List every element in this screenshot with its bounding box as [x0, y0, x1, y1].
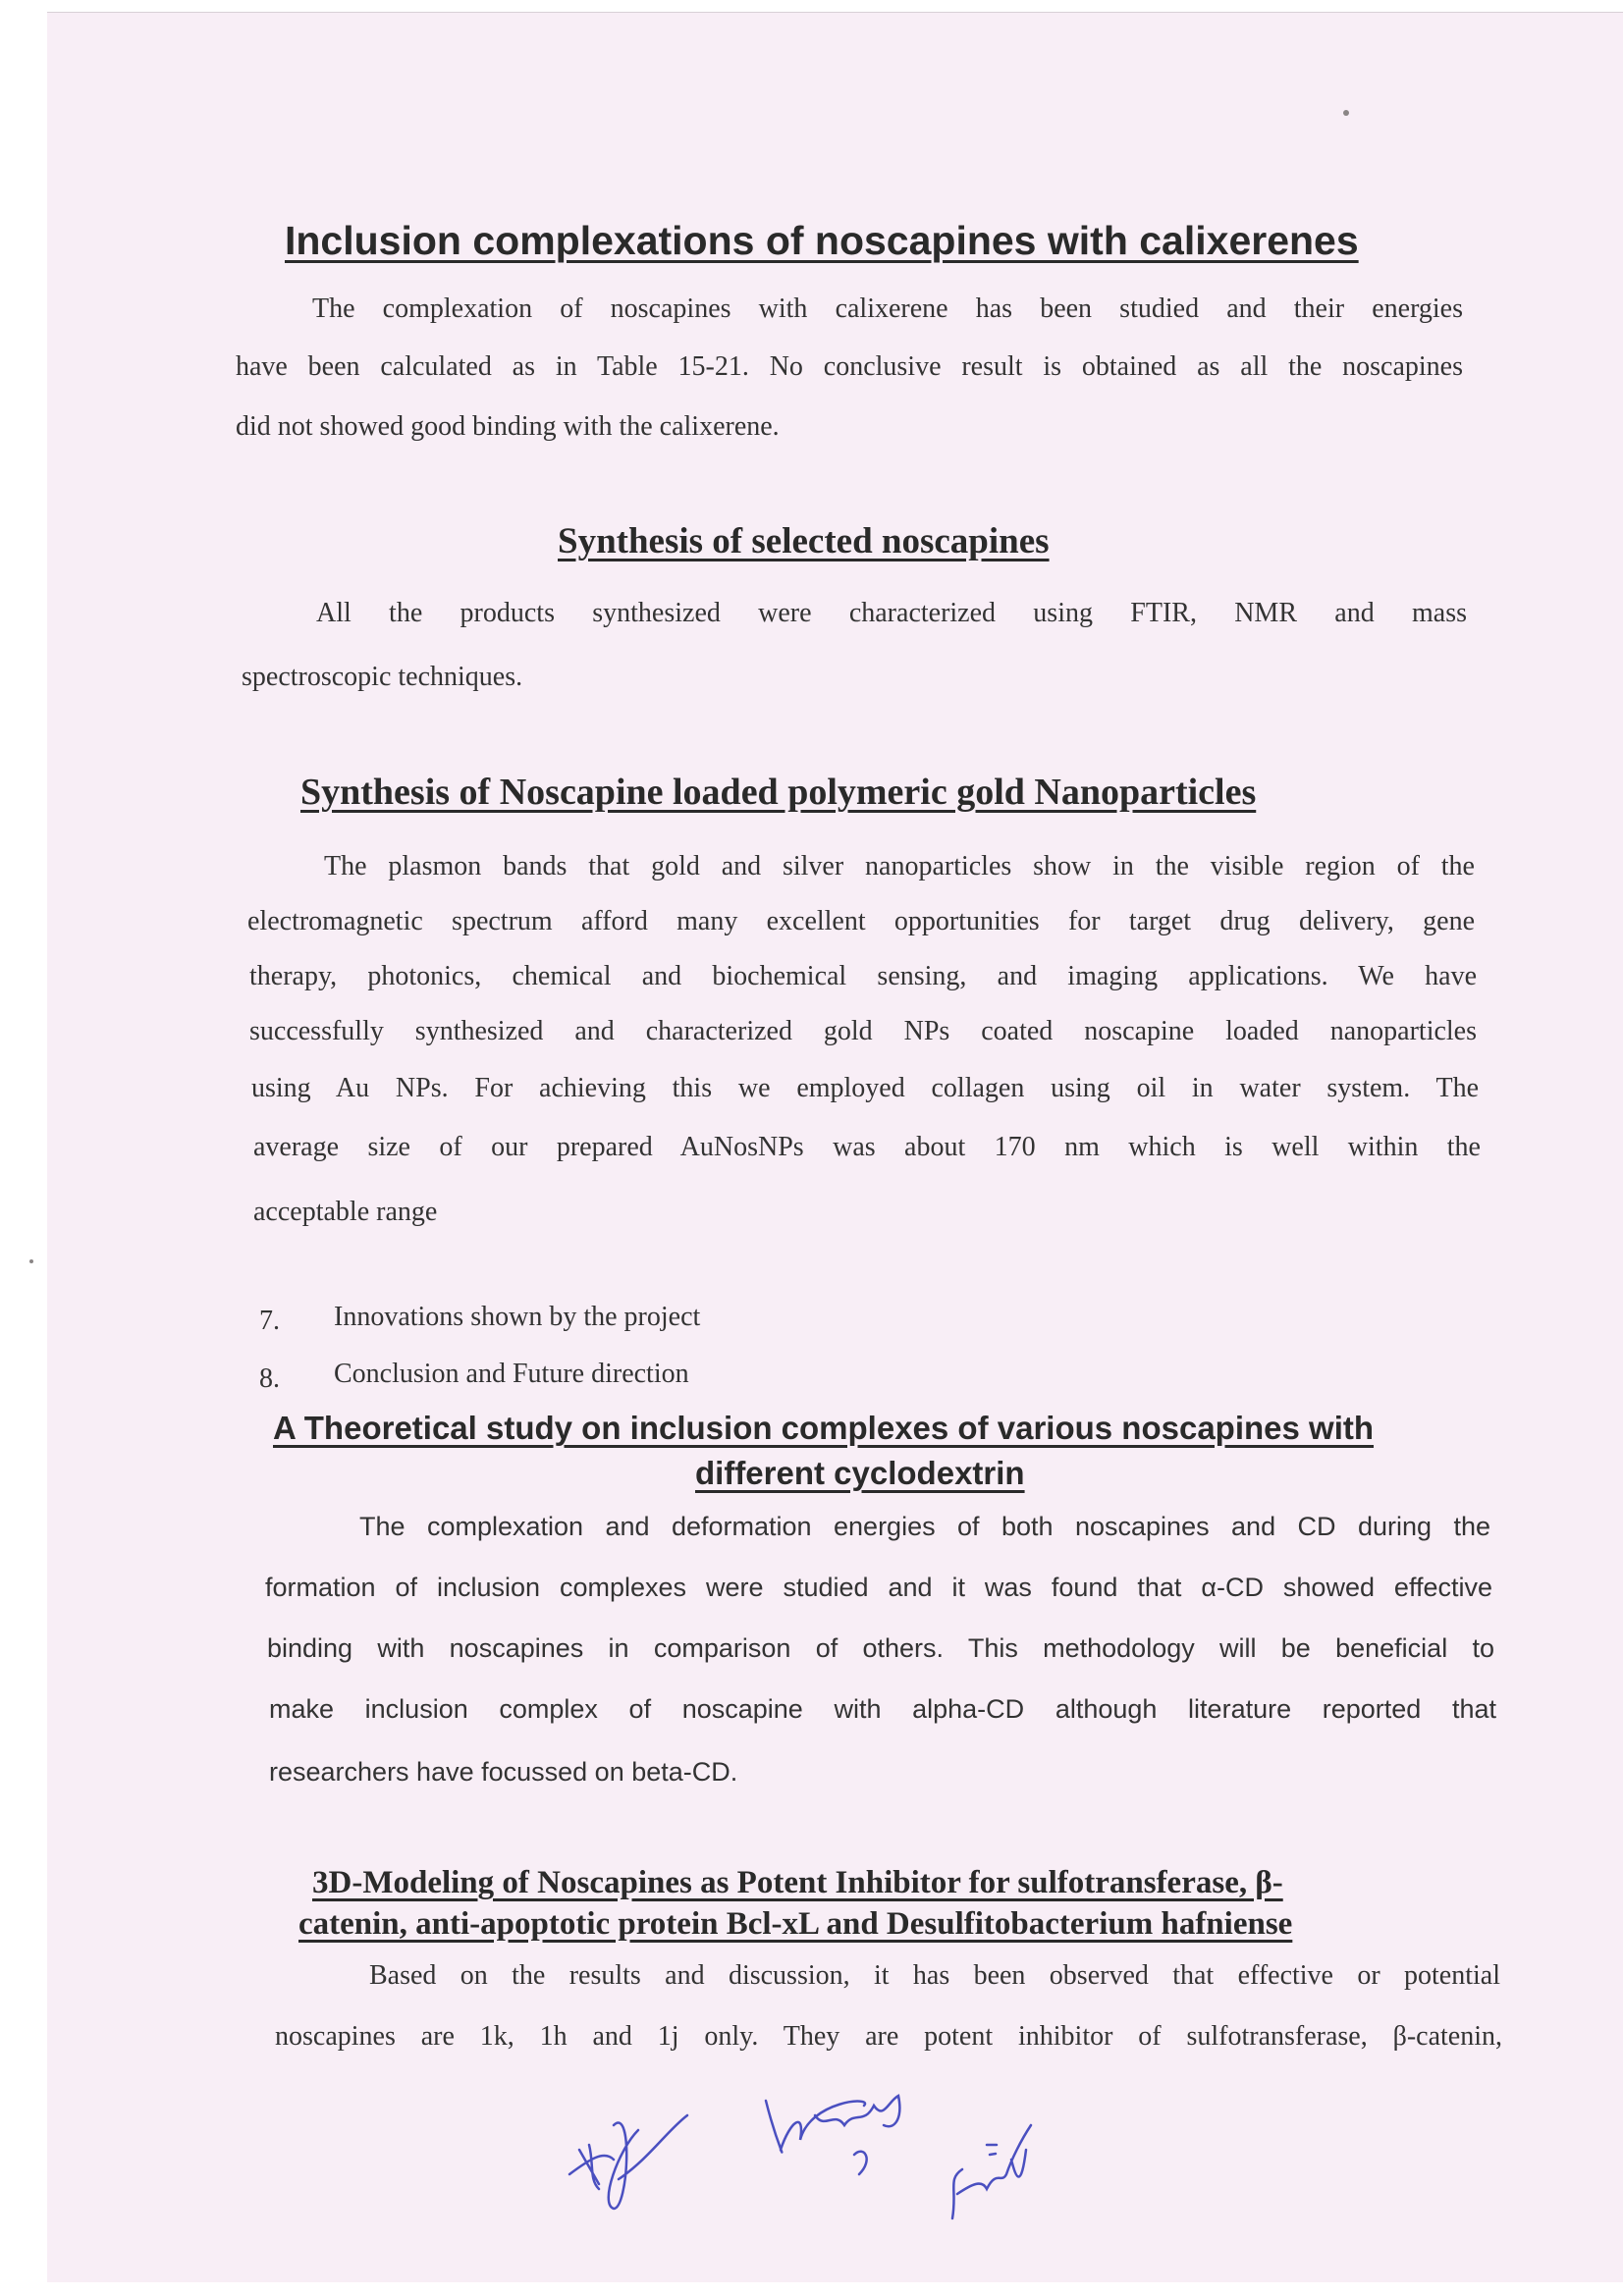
signature-1	[560, 2091, 697, 2228]
paragraph-line: noscapines are 1k, 1h and 1j only. They are potent inhibitor of sulfotransferase, β-catenin,	[275, 2021, 1502, 2052]
paragraph-line: formation of inclusion complexes were studied and it was found that α-CD showed effective	[265, 1573, 1492, 1602]
paragraph-line: therapy, photonics, chemical and biochemical sensing, and imaging applications. We have	[249, 961, 1477, 991]
paragraph-line: binding with noscapines in comparison of others. This methodology will be beneficial to	[267, 1633, 1494, 1663]
paragraph-line: electromagnetic spectrum afford many excellent opportunities for target drug delivery, gene	[247, 906, 1475, 936]
section-heading-3d-modeling-line2: catenin, anti-apoptotic protein Bcl-xL and Desulfitobacterium hafniense	[298, 1906, 1293, 1942]
list-item-conclusion: Conclusion and Future direction	[334, 1359, 689, 1389]
section-heading-synthesis-selected: Synthesis of selected noscapines	[558, 521, 1050, 561]
paragraph-line: Based on the results and discussion, it has been observed that effective or potential	[369, 1960, 1500, 1991]
section-heading-3d-modeling: 3D-Modeling of Noscapines as Potent Inhibitor for sulfotransferase, β-	[312, 1865, 1283, 1900]
list-item-number: 8.	[259, 1363, 280, 1394]
paragraph-line: The complexation of noscapines with calixerene has been studied and their energies	[312, 294, 1463, 324]
signature-2	[756, 2081, 933, 2189]
paragraph-line: average size of our prepared AuNosNPs was about 170 nm which is well within the	[253, 1132, 1481, 1162]
signature-3	[933, 2110, 1051, 2228]
paragraph-line: using Au NPs. For achieving this we employed collagen using oil in water system. The	[251, 1073, 1479, 1103]
scan-speck	[1343, 110, 1349, 116]
paragraph-line: successfully synthesized and characterized gold NPs coated noscapine loaded nanoparticles	[249, 1016, 1477, 1046]
section-heading-theoretical-study: A Theoretical study on inclusion complexes of various noscapines with	[273, 1410, 1375, 1446]
section-heading-theoretical-study-line2: different cyclodextrin	[695, 1455, 1025, 1491]
paragraph-line: have been calculated as in Table 15-21. No conclusive result is obtained as all the noscapines	[236, 351, 1463, 382]
paragraph-line: make inclusion complex of noscapine with alpha-CD although literature reported that	[269, 1694, 1496, 1724]
list-item-number: 7.	[259, 1306, 280, 1336]
paragraph-line: researchers have focussed on beta-CD.	[269, 1757, 738, 1787]
paragraph-line: did not showed good binding with the calixerene.	[236, 411, 780, 442]
scan-speck	[29, 1259, 33, 1263]
paragraph-line: acceptable range	[253, 1197, 438, 1227]
section-heading-calixerenes: Inclusion complexations of noscapines with calixerenes	[285, 218, 1359, 263]
list-item-innovations: Innovations shown by the project	[334, 1302, 701, 1332]
paragraph-line: All the products synthesized were characterized using FTIR, NMR and mass	[316, 598, 1467, 628]
paragraph-line: The plasmon bands that gold and silver nanoparticles show in the visible region of the	[324, 851, 1475, 881]
section-heading-gold-nanoparticles: Synthesis of Noscapine loaded polymeric gold Nanoparticles	[300, 772, 1257, 813]
paragraph-line: The complexation and deformation energies of both noscapines and CD during the	[359, 1512, 1490, 1541]
paragraph-line: spectroscopic techniques.	[242, 662, 523, 692]
